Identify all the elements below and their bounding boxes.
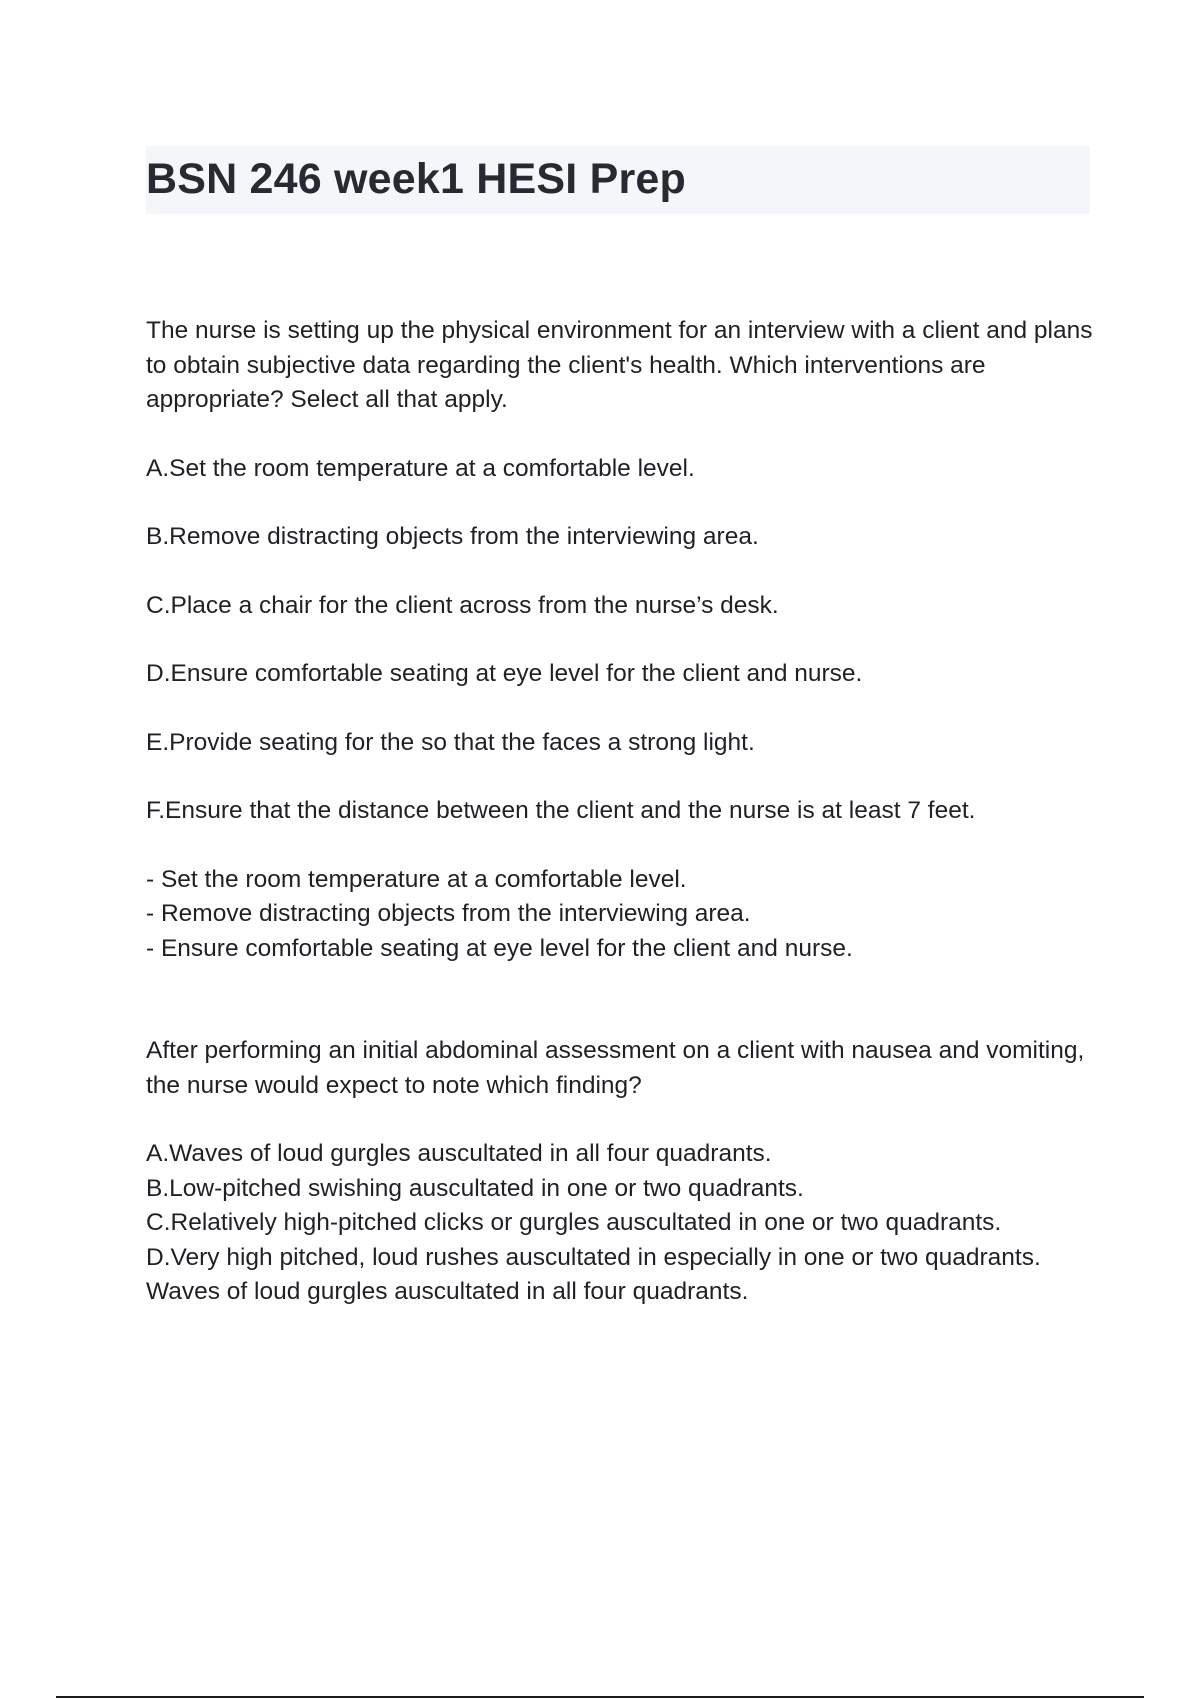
footer-divider xyxy=(56,1696,1144,1698)
question-2-options xyxy=(146,1137,1096,1310)
question-1-options xyxy=(146,452,1096,829)
question-1 xyxy=(146,314,1096,966)
question-1-answers xyxy=(146,863,1096,967)
title-banner xyxy=(146,146,1090,214)
question-2-answer: Waves of loud gurgles auscultated in all four quadrants. xyxy=(146,1278,749,1305)
question-1-option-f: F.Ensure that the distance between the client and the nurse is at least 7 feet. xyxy=(146,797,976,824)
question-1-option-b: B.Remove distracting objects from the interviewing area. xyxy=(146,523,759,550)
question-2-option-c: C.Relatively high-pitched clicks or gurgles auscultated in one or two quadrants. xyxy=(146,1209,1002,1236)
question-1-answer-1: - Set the room temperature at a comfortable level. xyxy=(146,865,687,893)
document-body xyxy=(146,314,1096,1310)
question-2-stem: After performing an initial abdominal assessment on a client with nausea and vomiting, the nurse would expect to note which finding? xyxy=(146,1037,1085,1099)
question-2-option-d: D.Very high pitched, loud rushes auscultated in especially in one or two quadrants. xyxy=(146,1243,1041,1271)
question-1-option-a: A.Set the room temperature at a comfortable level. xyxy=(146,454,695,482)
question-2-option-a: A.Waves of loud gurgles auscultated in all four quadrants. xyxy=(146,1140,772,1167)
question-1-option-c: C.Place a chair for the client across from the nurse’s desk. xyxy=(146,591,779,619)
question-1-option-e: E.Provide seating for the so that the faces a strong light. xyxy=(146,728,755,756)
question-1-answer-2: - Remove distracting objects from the interviewing area. xyxy=(146,900,751,927)
question-1-option-d: D.Ensure comfortable seating at eye level for the client and nurse. xyxy=(146,660,863,687)
question-2-option-b: B.Low-pitched swishing auscultated in one or two quadrants. xyxy=(146,1174,804,1202)
question-1-answer-3: - Ensure comfortable seating at eye level for the client and nurse. xyxy=(146,934,853,962)
question-2 xyxy=(146,1034,1096,1310)
document-title: BSN 246 week1 HESI Prep xyxy=(146,155,686,203)
question-1-stem: The nurse is setting up the physical environment for an interview with a client and plans to obtain subjective data regarding the client's health. Which interventions are appropriate? Select all that apply. xyxy=(146,317,1093,413)
